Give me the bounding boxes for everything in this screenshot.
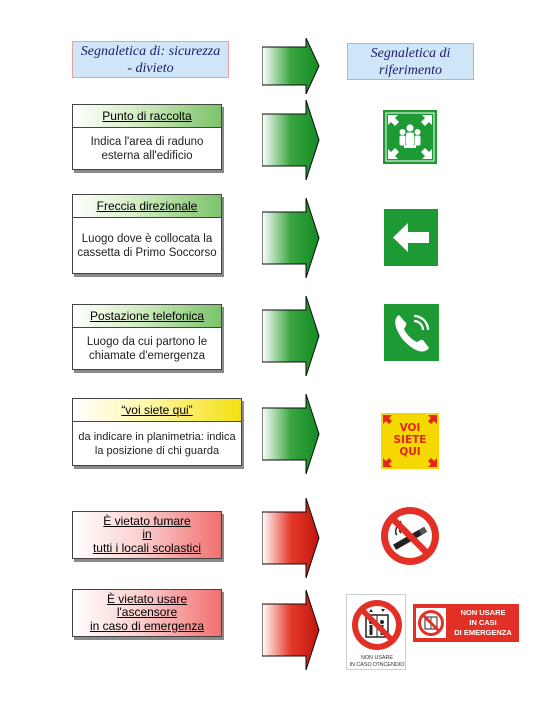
label-line: NON USARE [460, 608, 506, 617]
header-right-text: Segnaletica di riferimento [370, 45, 451, 78]
header-right [347, 43, 474, 80]
card-description: Luogo da cui partono le chiamate d'emergenza [86, 335, 208, 362]
card-you-are-here [72, 398, 242, 466]
green-arrow-icon [262, 100, 322, 180]
no-elevator-small-icon [416, 608, 446, 638]
no-smoking-icon [379, 505, 441, 567]
sign-text-line: SIETE [393, 434, 427, 446]
card-no-elevator [72, 589, 222, 637]
plate-caption [347, 655, 407, 668]
emergency-phone-icon [384, 304, 439, 361]
red-arrow-icon [262, 590, 322, 670]
card-telephone [72, 304, 222, 370]
green-arrow-icon [262, 296, 322, 376]
caption-line: NON USARE [360, 655, 394, 661]
sign-text-line: QUI [399, 446, 421, 458]
header-left [72, 41, 229, 78]
green-arrow-icon [262, 394, 322, 474]
label-line: IN CASI [469, 618, 497, 627]
card-title: Punto di raccolta [73, 105, 221, 128]
you-are-here-icon [381, 413, 439, 469]
no-elevator-label [413, 604, 519, 642]
card-assembly-point [72, 104, 222, 170]
header-left-text: Segnaletica di: sicurezza - divieto [80, 43, 221, 76]
card-direction-arrow [72, 194, 222, 274]
arrow-left-icon [384, 209, 438, 266]
card-title: Postazione telefonica [73, 305, 221, 328]
card-no-smoking [72, 511, 222, 559]
caption-line: IN CASO D'INCENDIO [349, 661, 405, 668]
card-title: È vietato fumare in tutti i locali scolastici [92, 513, 202, 555]
card-title: “voi siete qui” [73, 399, 241, 422]
label-line: DI EMERGENZA [454, 628, 512, 637]
card-description: da indicare in planimetria: indica la posizione di chi guarda [78, 430, 236, 457]
card-title: Freccia direzionale [73, 195, 221, 218]
green-arrow-icon [262, 198, 322, 278]
green-arrow-icon [262, 38, 322, 94]
you-are-here-text [381, 422, 439, 458]
card-description: Luogo dove è collocata la cassetta di Primo Soccorso [77, 232, 217, 259]
red-arrow-icon [262, 498, 322, 578]
no-elevator-icon [350, 598, 404, 652]
sign-text-line: VOI [399, 422, 421, 434]
card-description: Indica l'area di raduno esterna all'edificio [90, 135, 204, 162]
no-elevator-plate [346, 594, 406, 670]
assembly-point-icon [383, 110, 437, 164]
label-text [449, 608, 517, 638]
card-title: È vietato usare l'ascensore in caso di emergenza [89, 591, 205, 633]
